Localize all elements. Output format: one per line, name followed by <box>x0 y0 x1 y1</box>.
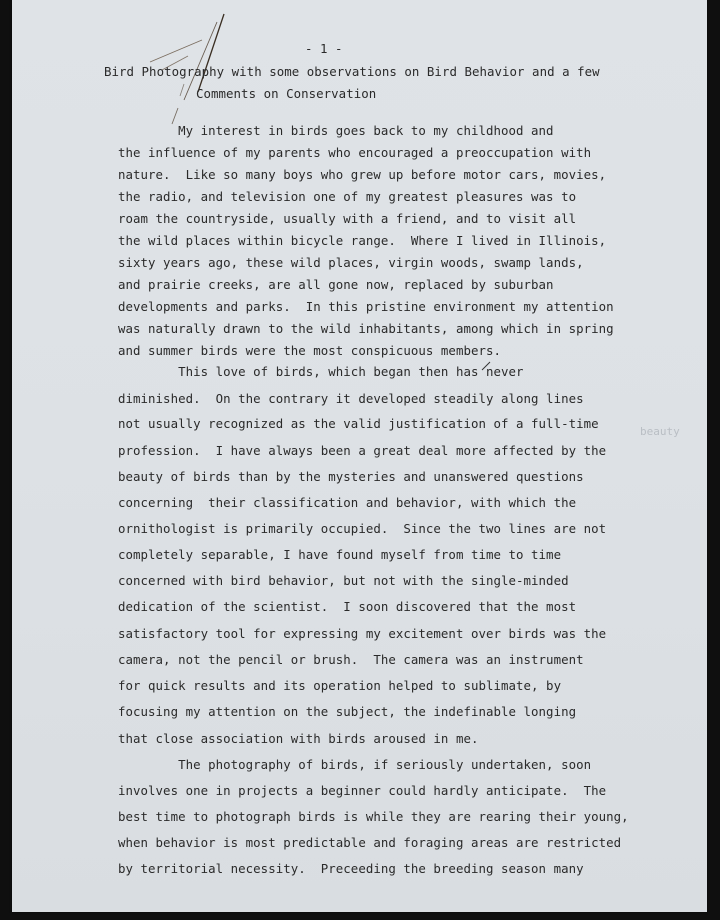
text-line: The photography of birds, if seriously undertaken, soon <box>118 757 592 772</box>
text-line: for quick results and its operation helped to sublimate, by <box>118 678 562 693</box>
title-line-2: Comments on Conservation <box>196 86 377 101</box>
text-line: by territorial necessity. Preceeding the breeding season many <box>118 861 584 876</box>
text-line: and prairie creeks, are all gone now, replaced by suburban <box>118 277 554 292</box>
text-line: My interest in birds goes back to my childhood and <box>118 123 554 138</box>
text-line: the radio, and television one of my greatest pleasures was to <box>118 189 577 204</box>
text-line: focusing my attention on the subject, the indefinable longing <box>118 704 577 719</box>
text-line: camera, not the pencil or brush. The camera was an instrument <box>118 652 584 667</box>
text-line: developments and parks. In this pristine environment my attention <box>118 299 614 314</box>
text-line: ornithologist is primarily occupied. Since the two lines are not <box>118 521 607 536</box>
text-line: concerned with bird behavior, but not with the single-minded <box>118 573 569 588</box>
text-line: satisfactory tool for expressing my excitement over birds was the <box>118 626 607 641</box>
text-line: not usually recognized as the valid justification of a full-time <box>118 416 599 431</box>
text-line: diminished. On the contrary it developed steadily along lines <box>118 391 584 406</box>
text-line: concerning their classification and behavior, with which the <box>118 495 577 510</box>
pencil-marks <box>12 0 720 920</box>
text-line: involves one in projects a beginner could hardly anticipate. The <box>118 783 607 798</box>
text-line: sixty years ago, these wild places, virgin woods, swamp lands, <box>118 255 584 270</box>
text-line: that close association with birds aroused in me. <box>118 731 479 746</box>
text-line: and summer birds were the most conspicuous members. <box>118 343 501 358</box>
text-line: This love of birds, which began then has never <box>118 364 524 379</box>
text-line: profession. I have always been a great deal more affected by the <box>118 443 607 458</box>
text-line: best time to photograph birds is while they are rearing their young, <box>118 809 629 824</box>
text-line: was naturally drawn to the wild inhabitants, among which in spring <box>118 321 614 336</box>
text-line: the influence of my parents who encouraged a preoccupation with <box>118 145 592 160</box>
text-line: completely separable, I have found myself from time to time <box>118 547 562 562</box>
text-line: when behavior is most predictable and foraging areas are restricted <box>118 835 622 850</box>
text-line: roam the countryside, usually with a friend, and to visit all <box>118 211 577 226</box>
title-line-1: Bird Photography with some observations on Bird Behavior and a few <box>104 64 600 79</box>
text-line: the wild places within bicycle range. Where I lived in Illinois, <box>118 233 607 248</box>
margin-note: beauty <box>640 425 680 438</box>
typewritten-page <box>12 0 707 912</box>
page-number: - 1 - <box>305 41 343 56</box>
text-line: nature. Like so many boys who grew up before motor cars, movies, <box>118 167 607 182</box>
text-line: beauty of birds than by the mysteries and unanswered questions <box>118 469 584 484</box>
text-line: dedication of the scientist. I soon discovered that the most <box>118 599 577 614</box>
